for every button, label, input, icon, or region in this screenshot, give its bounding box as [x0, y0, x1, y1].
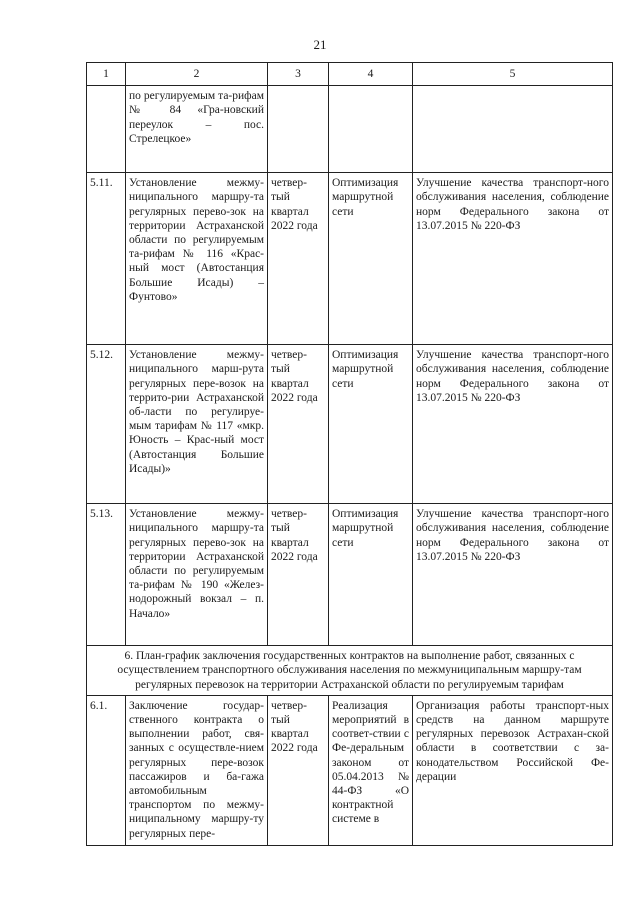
table-row — [87, 504, 613, 646]
row-number: 6.1. — [87, 695, 126, 845]
row-description: Установление межму-ниципального маршру-та регулярных перево-зок на территории Астраханской области по регулируемым та-рифам № 116 «Крас-ный мост (Автостанция Большие Исады) – Фунтово» — [126, 173, 268, 345]
row-result: Улучшение качества транспорт-ного обслуживания населения, соблюдение норм Федерального закона от 13.07.2015 № 220-ФЗ — [413, 345, 613, 504]
row-number: 5.11. — [87, 173, 126, 345]
table-row — [87, 173, 613, 345]
row-type: Реализация мероприятий в соответ-ствии с Фе-деральным законом от 05.04.2013 № 44-ФЗ «О контрактной системе в — [329, 695, 413, 845]
row-description: Установление межму-ниципального маршру-та регулярных перево-зок на территории Астраханской области по регулируемым та-рифам № 190 «Желез-нодорожный вокзал – п. Начало» — [126, 504, 268, 646]
row-period: четвер-тый квартал 2022 года — [268, 345, 329, 504]
continuation-desc: по регулируемым та-рифам № 84 «Гра-новский переулок – пос. Стрелецкое» — [126, 86, 268, 173]
row-number: 5.13. — [87, 504, 126, 646]
row-result: Улучшение качества транспорт-ного обслуживания населения, соблюдение норм Федерального закона от 13.07.2015 № 220-ФЗ — [413, 504, 613, 646]
section-6-title: 6. План-график заключения государственных контрактов на выполнение работ, связанных с осуществлением транспортного обслуживания населения по межмуниципальным маршру-там регулярных перевозок на территории Астраханской области по регулируемым тарифам — [87, 646, 613, 696]
row-result: Организация работы транспорт-ных средств на данном маршруте регулярных перевозок Астрахан-ской области в соответствии с за-конодательством Российской Фе-дерации — [413, 695, 613, 845]
header-col-1: 1 — [87, 63, 126, 86]
section-heading-row — [87, 646, 613, 696]
row-type: Оптимизация маршрутной сети — [329, 345, 413, 504]
row-period: четвер-тый квартал 2022 года — [268, 504, 329, 646]
plan-table — [86, 62, 613, 846]
header-col-3: 3 — [268, 63, 329, 86]
header-col-2: 2 — [126, 63, 268, 86]
row-type: Оптимизация маршрутной сети — [329, 173, 413, 345]
row-description: Заключение государ-ственного контракта о выполнении работ, свя-занных с осуществле-нием регулярных пере-возок пассажиров и ба-гажа автомобильным транспортом по межму-ниципальному маршру-ту регулярных пере- — [126, 695, 268, 845]
page-number: 21 — [313, 37, 327, 52]
table-header-row — [87, 63, 613, 86]
row-result: Улучшение качества транспорт-ного обслуживания населения, соблюдение норм Федерального закона от 13.07.2015 № 220-ФЗ — [413, 173, 613, 345]
header-col-4: 4 — [329, 63, 413, 86]
row-period: четвер-тый квартал 2022 года — [268, 695, 329, 845]
header-col-5: 5 — [413, 63, 613, 86]
table-row — [87, 695, 613, 845]
row-number: 5.12. — [87, 345, 126, 504]
row-type: Оптимизация маршрутной сети — [329, 504, 413, 646]
table-row — [87, 345, 613, 504]
row-period: четвер-тый квартал 2022 года — [268, 173, 329, 345]
continuation-row — [87, 86, 613, 173]
row-description: Установление межму-ниципального марш-рута регулярных пере-возок на террито-рии Астраханской об-ласти по регулируе-мым тарифам № 117 «мкр. Юность – Крас-ный мост (Автостанция Большие Исады)» — [126, 345, 268, 504]
